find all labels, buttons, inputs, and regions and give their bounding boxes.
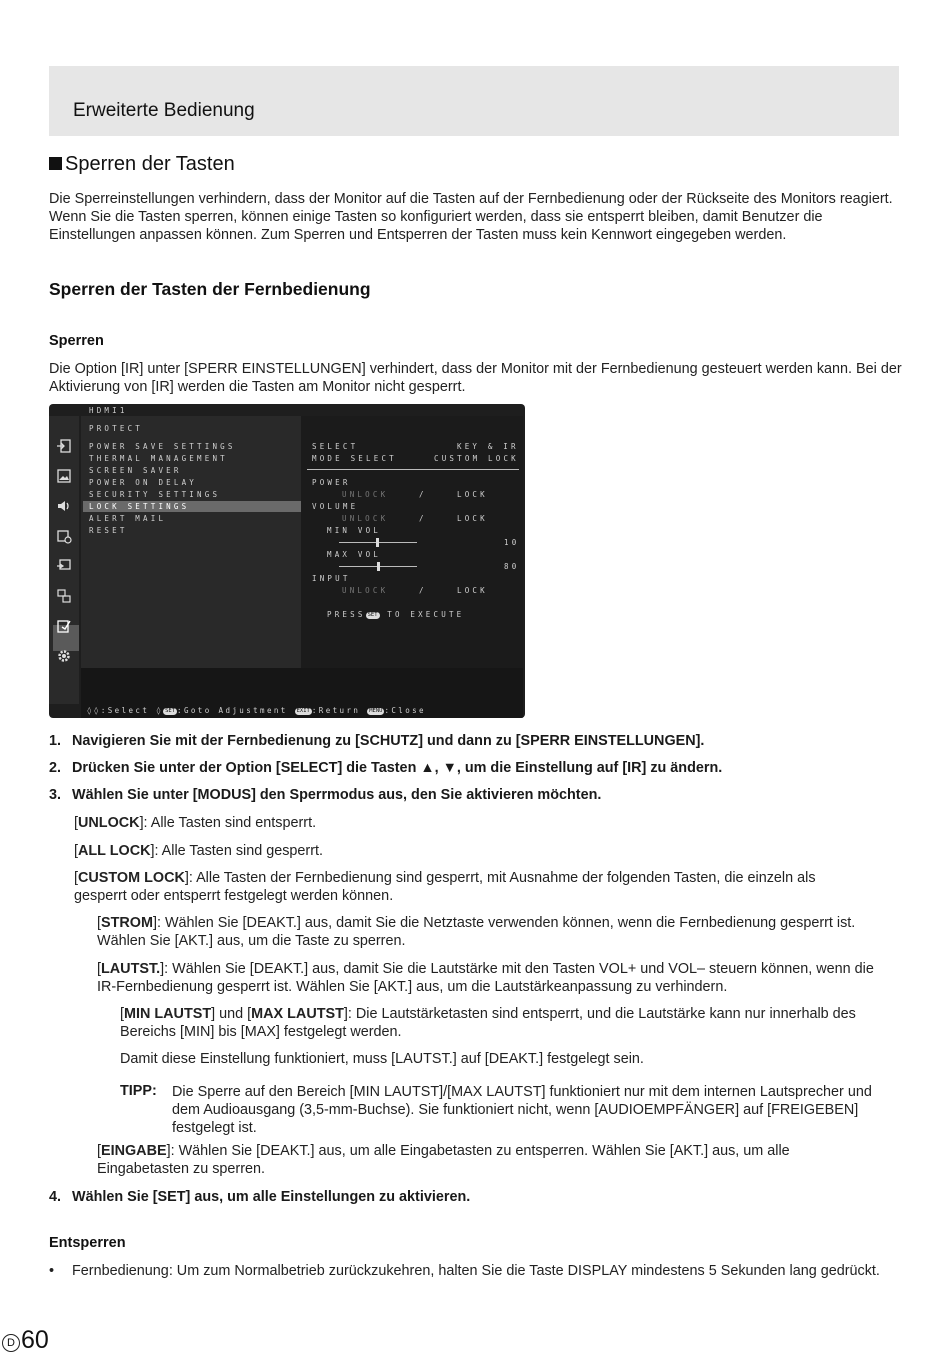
osd-min-vol-handle[interactable] [376, 538, 379, 547]
schedule-icon [56, 528, 72, 544]
osd-select-value[interactable]: KEY & IR [457, 442, 519, 451]
set-key-icon: SET [367, 612, 378, 618]
audio-icon [56, 498, 72, 514]
intro-paragraph: Die Sperreinstellungen verhindern, dass der Monitor auf die Tasten auf der Fernbedienung oder der Rückseite des Monitors reagiert. Wenn Sie die Tasten sperren, können einige Tasten so konfiguriert werden, dass sie entsperrt bleiben, damit Benutzer die Einstellungen anpassen können. Zum Sperren und Entsperren der Tasten muss kein Kennwort eingegeben werden. [49, 191, 893, 243]
option-lautst: [LAUTST.]: Wählen Sie [DEAKT.] aus, damit Sie die Lautstärke mit den Tasten VOL+ und VOL– steuern können, wenn die IR-Fernbedienung gesperrt ist. Wählen Sie [AKT.] aus, um die Lautstärkeanpassung zu verhindern. [97, 961, 874, 995]
unlock-heading: Entsperren [49, 1235, 126, 1251]
osd-input-slash: / [419, 586, 427, 595]
multi-display-icon [56, 588, 72, 604]
tipp-label: TIPP: [120, 1083, 157, 1099]
option-note: Damit diese Einstellung funktioniert, muss [LAUTST.] auf [DEAKT.] festgelegt sein. [120, 1051, 644, 1067]
chapter-title: Erweiterte Bedienung [73, 100, 255, 121]
step-2: 2. Drücken Sie unter der Option [SELECT] die Tasten ▲, ▼, um die Einstellung auf [IR] zu ändern. [49, 760, 723, 776]
osd-volume-unlock[interactable]: UNLOCK [342, 514, 389, 523]
input-icon [56, 438, 72, 454]
language-badge: D [2, 1334, 20, 1352]
unlock-bullet-item: • Fernbedienung: Um zum Normalbetrieb zurückzukehren, halten Sie die Taste DISPLAY mindestens 5 Sekunden lang gedrückt. [49, 1263, 880, 1279]
option-min-max-lautst: [MIN LAUTST] und [MAX LAUTST]: Die Lautstärketasten sind entsperrt, und die Lautstärke kann nur innerhalb des Bereichs [MIN] bis [MAX] festgelegt werden. [120, 1006, 856, 1040]
section-title-text: Sperren der Tasten [65, 153, 235, 175]
step-3: 3. Wählen Sie unter [MODUS] den Sperrmodus aus, den Sie aktivieren möchten. [49, 787, 602, 803]
osd-power-lock[interactable]: LOCK [457, 490, 488, 499]
section-title [49, 153, 235, 176]
display-icon [56, 558, 72, 574]
osd-menu-item[interactable]: ALERT MAIL [89, 514, 167, 523]
osd-power-label: POWER [312, 478, 351, 487]
osd-menu-item[interactable]: RESET [89, 526, 128, 535]
settings-gear-icon [56, 648, 72, 664]
osd-volume-label: VOLUME [312, 502, 359, 511]
page-footer [2, 1326, 49, 1355]
osd-press-execute: PRESS SET TO EXECUTE [327, 610, 465, 619]
mode-custom-lock: [CUSTOM LOCK]: Alle Tasten der Fernbedienung sind gesperrt, mit Ausnahme der folgenden Tasten, die einzeln als gesperrt oder entsperrt festgelegt werden können. [74, 870, 816, 904]
osd-footer-hints: ◊◊:Select ◊ SET :Goto Adjustment EXIT :Return MENU :Close [87, 706, 426, 715]
mode-all-lock: [ALL LOCK]: Alle Tasten sind gesperrt. [74, 843, 324, 859]
osd-input-label: INPUT [312, 574, 351, 583]
osd-min-vol-value: 10 [504, 538, 520, 547]
osd-power-unlock[interactable]: UNLOCK [342, 490, 389, 499]
exit-key-icon: EXIT [296, 708, 310, 714]
osd-sidebar [49, 416, 79, 704]
osd-menu-item[interactable]: POWER SAVE SETTINGS [89, 442, 236, 451]
mode-unlock: [UNLOCK]: Alle Tasten sind entsperrt. [74, 815, 317, 831]
osd-max-vol-handle[interactable] [377, 562, 380, 571]
osd-menu-item[interactable]: SCREEN SAVER [89, 466, 182, 475]
square-bullet-icon [49, 157, 62, 170]
subsection-title: Sperren der Tasten der Fernbedienung [49, 279, 371, 299]
lock-heading: Sperren [49, 333, 104, 349]
osd-power-slash: / [419, 490, 427, 499]
osd-input-lock[interactable]: LOCK [457, 586, 488, 595]
menu-key-icon: MENU [369, 708, 383, 714]
osd-max-vol-value: 80 [504, 562, 520, 571]
osd-menu-title: PROTECT [89, 424, 144, 433]
arrows-icon: ◊◊ [87, 706, 101, 715]
osd-menu-item-selected[interactable]: LOCK SETTINGS [89, 502, 190, 511]
osd-volume-lock[interactable]: LOCK [457, 514, 488, 523]
osd-screenshot [49, 404, 525, 718]
option-strom: [STROM]: Wählen Sie [DEAKT.] aus, damit Sie die Netztaste verwenden können, wenn die Fernbedienung gesperrt ist. Wählen Sie [AKT.] aus, um die Taste zu sperren. [97, 915, 856, 949]
tipp-text: Die Sperre auf den Bereich [MIN LAUTST]/[MAX LAUTST] funktioniert nur mit dem internen Lautsprecher und dem Audioausgang (3,5-mm-Buchse). Sie funktioniert nicht, wenn [AUDIOEMPFÄNGER] auf [FREIGEBEN] festgelegt ist. [172, 1084, 872, 1136]
osd-mode-value[interactable]: CUSTOM LOCK [434, 454, 519, 463]
osd-max-vol-label: MAX VOL [327, 550, 382, 559]
osd-input-unlock[interactable]: UNLOCK [342, 586, 389, 595]
set-arrow-icon: ◊ [156, 706, 164, 715]
osd-menu-item[interactable]: POWER ON DELAY [89, 478, 198, 487]
osd-mode-label: MODE SELECT [312, 454, 397, 463]
osd-select-label: SELECT [312, 442, 359, 451]
osd-input-label: HDMI1 [89, 406, 128, 415]
osd-divider [307, 469, 519, 470]
protect-icon [56, 618, 72, 634]
picture-icon [56, 468, 72, 484]
osd-menu-item[interactable]: THERMAL MANAGEMENT [89, 454, 228, 463]
page-number: 60 [21, 1326, 49, 1354]
step-1: 1. Navigieren Sie mit der Fernbedienung zu [SCHUTZ] und dann zu [SPERR EINSTELLUNGEN]. [49, 733, 705, 749]
lock-paragraph: Die Option [IR] unter [SPERR EINSTELLUNGEN] verhindert, dass der Monitor mit der Fernbedienung gesteuert werden kann. Bei der Aktivierung von [IR] werden die Tasten am Monitor nicht gesperrt. [49, 361, 902, 395]
step-4: 4. Wählen Sie [SET] aus, um alle Einstellungen zu aktivieren. [49, 1189, 471, 1205]
osd-volume-slash: / [419, 514, 427, 523]
osd-menu-item[interactable]: SECURITY SETTINGS [89, 490, 221, 499]
chapter-header [49, 66, 899, 136]
osd-min-vol-label: MIN VOL [327, 526, 382, 535]
option-eingabe: [EINGABE]: Wählen Sie [DEAKT.] aus, um alle Eingabetasten zu entsperren. Wählen Sie [AKT.] aus, um alle Eingabetasten zu sperren. [97, 1143, 790, 1177]
